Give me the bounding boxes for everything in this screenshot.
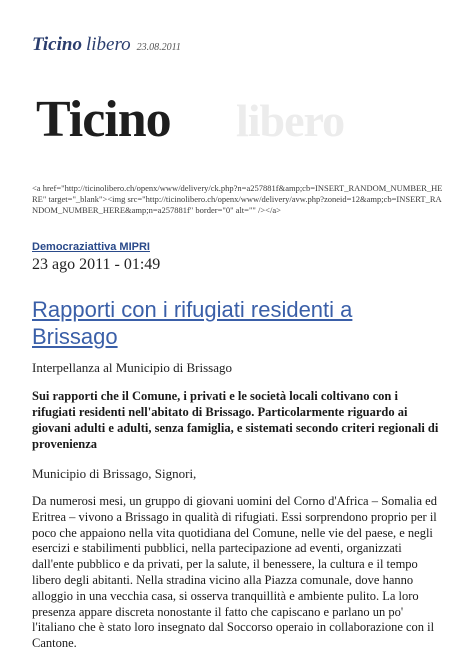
masthead-brand-light: libero <box>85 34 131 55</box>
masthead-brand: Ticino <box>32 34 82 55</box>
article-subtitle: Interpellanza al Municipio di Brissago <box>32 360 233 375</box>
article-title[interactable]: Rapporti con i rifugiati residenti a Brissago <box>32 297 353 349</box>
masthead-date: 23.08.2011 <box>136 42 181 53</box>
site-logo-ghost: libero <box>236 95 345 146</box>
site-logo[interactable]: Ticino <box>36 91 171 148</box>
masthead <box>32 34 181 56</box>
article-lead: Sui rapporti che il Comune, i privati e le società locali coltivano con i rifugiati residenti nell'abitato di Brissago. Particolarmente riguardo ai giovani adulti e adulti, senza famiglia, e sistemati secondo criteri regionali di provenienza <box>32 389 439 451</box>
article-salutation: Municipio di Brissago, Signori, <box>32 466 197 481</box>
author-link[interactable]: Democraziattiva MIPRI <box>32 241 150 253</box>
article-timestamp: 23 ago 2011 - 01:49 <box>32 256 161 273</box>
article-body: Da numerosi mesi, un gruppo di giovani uomini del Corno d'Africa – Somalia ed Eritrea – vivono a Brissago in qualità di rifugiati. Essi sorprendono proprio per il poco che appaiono nella vita quotidiana del Comune, nelle vie del paese, e negli esercizi e stabilimenti pubblici, nella partecipazione ad eventi, organizzati dall'ente pubblico e da privati, per la salute, il benessere, la cultura e il tempo libero degli abitanti. Nella stradina vicino alla Piazza comunale, dove hanno alloggio in una vecchia casa, si osserva tranquillità e ambiente pulito. La loro presenza appare discreta nonostante il fatto che capiscano e parlano un po' l'italiano che è stato loro insegnato dal Soccorso operaio in collaborazione con il Cantone. <box>32 494 437 651</box>
ad-code-snippet: <a href="http://ticinolibero.ch/openx/www/delivery/ck.php?n=a257881f&amp;cb=INSERT_RANDOM_NUMBER_HERE" target="_blank"><img src="http://ticinolibero.ch/openx/www/delivery/avw.php?zoneid=12&amp;cb=INSERT_RANDOM_NUMBER_HERE&amp;n=a257881f" border="0" alt="" /></a> <box>32 183 443 215</box>
